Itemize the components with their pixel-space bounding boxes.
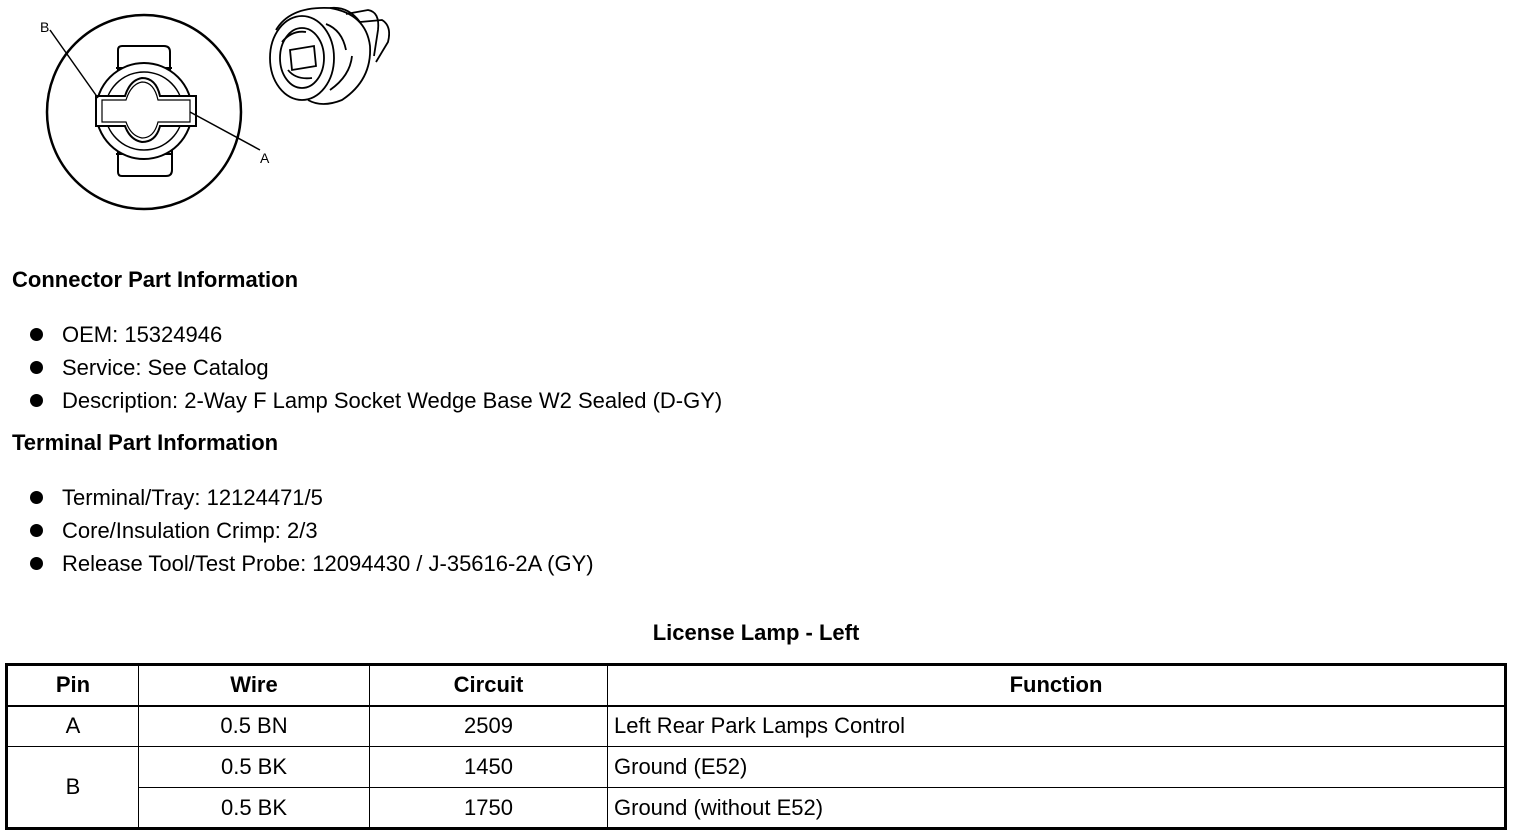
cell-wire: 0.5 BN (139, 706, 370, 747)
connector-heading: Connector Part Information (12, 267, 299, 292)
cell-function: Ground (without E52) (608, 788, 1506, 829)
connector-info-list (0, 318, 722, 417)
bullet-icon (30, 394, 43, 407)
connector-description: Description: 2-Way F Lamp Socket Wedge Base W2 Sealed (D-GY) (62, 388, 723, 413)
table-row (7, 747, 1506, 788)
bullet-icon (30, 491, 43, 504)
terminal-info-list (0, 481, 594, 580)
bullet-icon (30, 328, 43, 341)
figure-label-b: B (40, 19, 50, 35)
cell-wire: 0.5 BK (139, 788, 370, 829)
header-wire: Wire (139, 665, 370, 706)
socket-perspective-view (270, 8, 389, 104)
table-row (7, 706, 1506, 747)
figure-label-a: A (260, 150, 270, 166)
connector-oem: OEM: 15324946 (62, 322, 223, 347)
header-circuit: Circuit (370, 665, 608, 706)
cell-wire: 0.5 BK (139, 747, 370, 788)
connector-illustration (30, 0, 390, 220)
connector-service: Service: See Catalog (62, 355, 269, 380)
terminal-heading: Terminal Part Information (12, 430, 279, 455)
cell-function: Ground (E52) (608, 747, 1506, 788)
cell-pin: B (7, 747, 139, 829)
header-function: Function (608, 665, 1506, 706)
terminal-tray: Terminal/Tray: 12124471/5 (62, 485, 323, 510)
table-row (7, 788, 1506, 829)
bullet-icon (30, 524, 43, 537)
pinout-table (5, 663, 1507, 830)
terminal-crimp: Core/Insulation Crimp: 2/3 (62, 518, 318, 543)
list-item (0, 351, 722, 384)
cell-circuit: 2509 (370, 706, 608, 747)
list-item (0, 514, 594, 547)
header-pin: Pin (7, 665, 139, 706)
cell-function: Left Rear Park Lamps Control (608, 706, 1506, 747)
list-item (0, 384, 722, 417)
cell-circuit: 1750 (370, 788, 608, 829)
list-item (0, 481, 594, 514)
bullet-icon (30, 557, 43, 570)
cell-pin: A (7, 706, 139, 747)
list-item (0, 318, 722, 351)
list-item (0, 547, 594, 580)
cell-circuit: 1450 (370, 747, 608, 788)
table-title: License Lamp - Left (652, 620, 860, 645)
terminal-release-tool: Release Tool/Test Probe: 12094430 / J-35616-2A (GY) (62, 551, 594, 576)
table-header-row (7, 665, 1506, 706)
bullet-icon (30, 361, 43, 374)
